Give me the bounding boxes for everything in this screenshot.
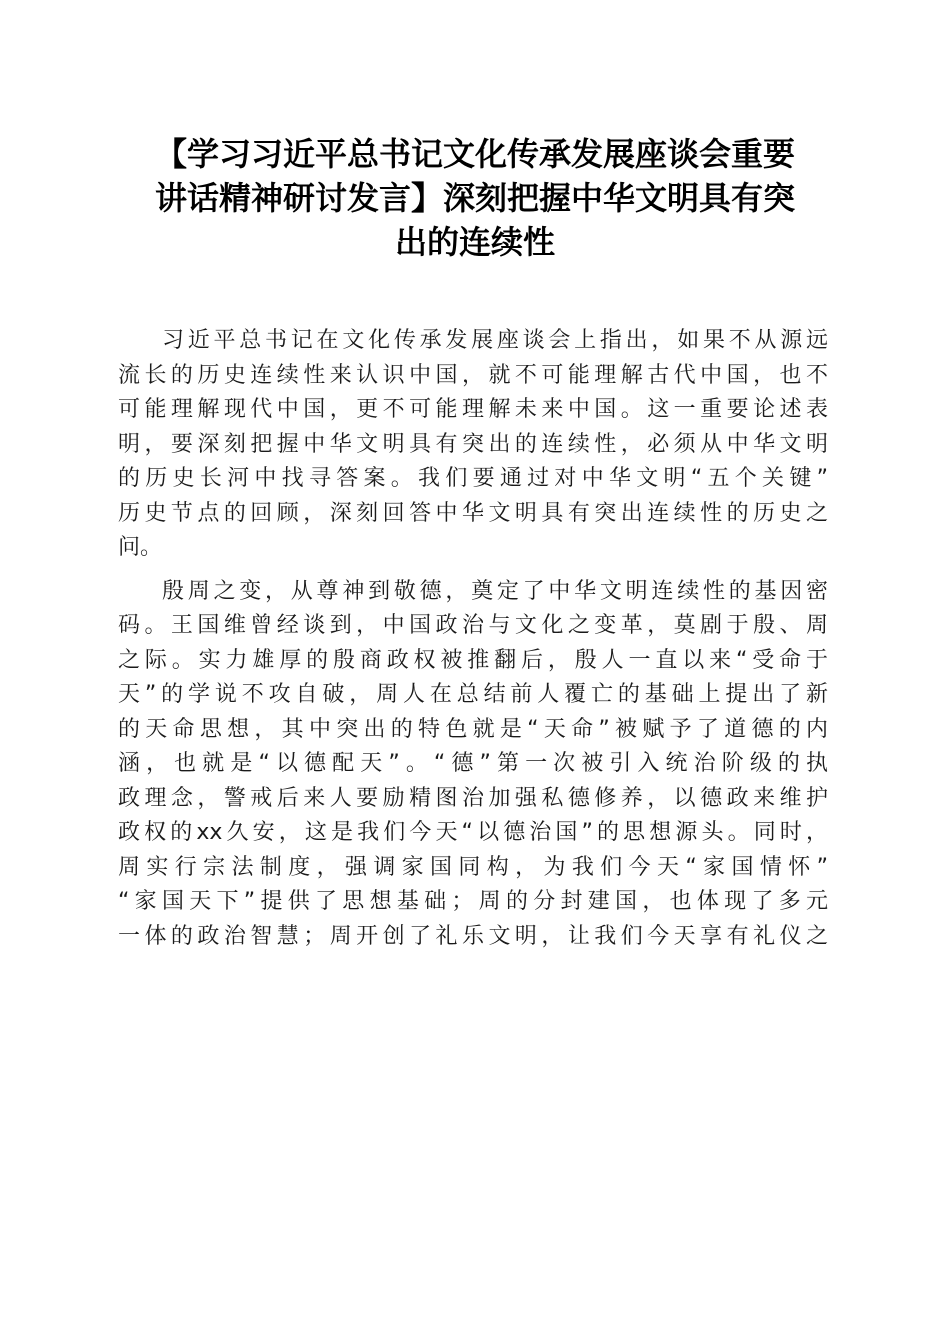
- text-line: “家国天下”提供了思想基础；周的分封建国，也体现了多元: [118, 889, 828, 914]
- text-line: 殷周之变，从尊神到敬德，奠定了中华文明连续性的基因密: [162, 578, 828, 604]
- text-line: 习近平总书记在文化传承发展座谈会上指出，如果不从源远: [162, 328, 828, 353]
- text-line: 天”的学说不攻自破，周人在总结前人覆亡的基础上提出了新: [118, 682, 828, 707]
- text-line: 流长的历史连续性来认识中国，就不可能理解古代中国，也不: [118, 362, 828, 388]
- text-line: 政权的xx久安，这是我们今天“以德治国”的思想源头。同时，: [118, 820, 828, 845]
- text-line: 的天命思想，其中突出的特色就是“天命”被赋予了道德的内: [118, 716, 828, 742]
- title-line-2: 讲话精神研讨发言】深刻把握中华文明具有突: [154, 179, 795, 217]
- text-line: 明，要深刻把握中华文明具有突出的连续性，必须从中华文明: [118, 431, 828, 457]
- document-body: [118, 324, 828, 963]
- text-line: 周实行宗法制度，强调家国同构，为我们今天“家国情怀”: [118, 854, 828, 880]
- text-line: 历史节点的回顾，深刻回答中华文明具有突出连续性的历史之: [118, 500, 828, 526]
- text-line: 的历史长河中找寻答案。我们要通过对中华文明“五个关键”: [118, 466, 828, 491]
- text-line: 涵，也就是“以德配天”。“德”第一次被引入统治阶级的执: [118, 751, 828, 776]
- text-line: 可能理解现代中国，更不可能理解未来中国。这一重要论述表: [118, 397, 828, 422]
- title-line-1: 【学习习近平总书记文化传承发展座谈会重要: [154, 135, 795, 173]
- title-line-3: 出的连续性: [394, 223, 555, 261]
- text-line: 问。: [118, 535, 163, 560]
- document-title: [112, 132, 838, 264]
- text-line: 之际。实力雄厚的殷商政权被推翻后，殷人一直以来“受命于: [118, 647, 828, 673]
- paragraph-2: [118, 575, 828, 955]
- text-line: 码。王国维曾经谈到，中国政治与文化之变革，莫剧于殷、周: [118, 613, 828, 638]
- text-line: 政理念，警戒后来人要励精图治加强私德修养，以德政来维护: [118, 785, 828, 811]
- text-line: 一体的政治智慧；周开创了礼乐文明，让我们今天享有礼仪之: [118, 923, 828, 949]
- paragraph-1: [118, 324, 828, 566]
